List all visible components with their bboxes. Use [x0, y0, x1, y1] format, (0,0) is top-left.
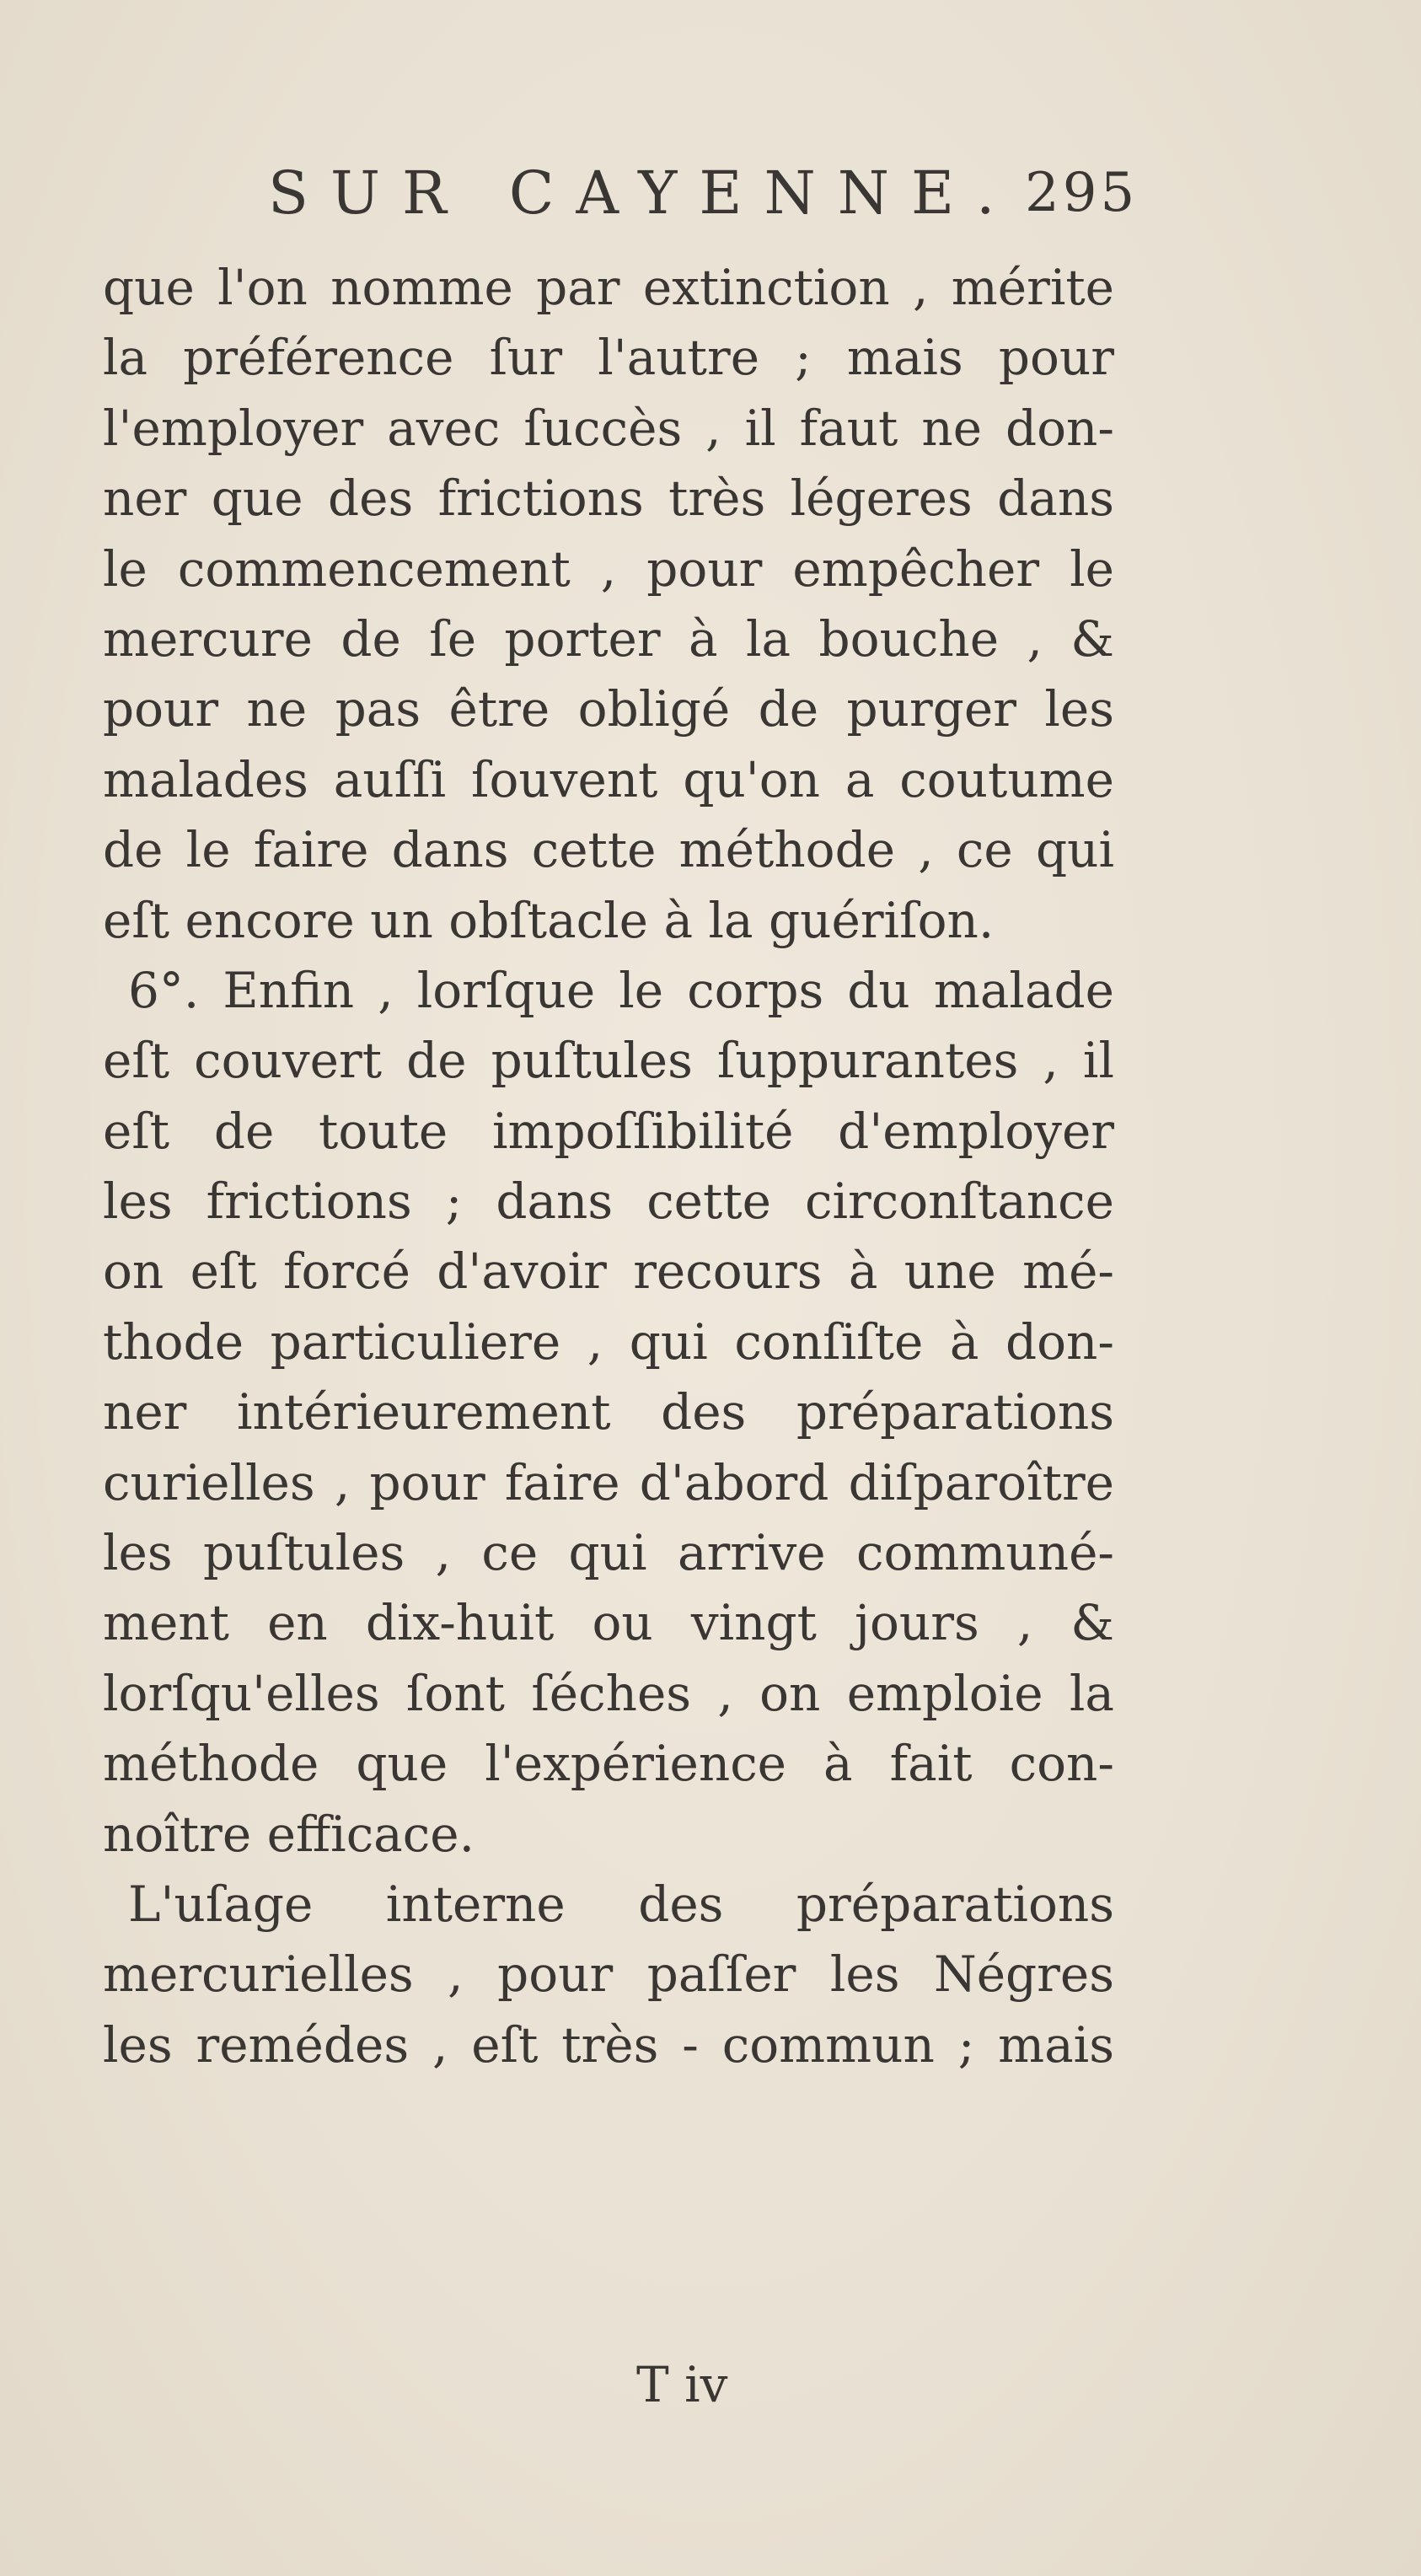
text-line: le commencement , pour empêcher le — [103, 539, 1114, 598]
text-line: les frictions ; dans cette circonſtance — [103, 1173, 1114, 1231]
text-line: lorſqu'elles ſont ſéches , on emploie la — [103, 1664, 1114, 1722]
text-line: mercure de ſe porter à la bouche , & — [103, 609, 1114, 668]
text-line: thode particuliere , qui conſiſte à don- — [103, 1312, 1114, 1371]
text-line: mercurielles , pour paſſer les Négres — [103, 1945, 1114, 2004]
text-line: ment en dix-huit ou vingt jours , & — [103, 1594, 1114, 1652]
text-line: malades auſſi ſouvent qu'on a coutume — [103, 750, 1114, 808]
running-title: SUR CAYENNE. — [268, 158, 1017, 228]
paragraph-first-line: L'uſage interne des préparations — [128, 1875, 1114, 1933]
page-header — [268, 158, 1139, 234]
text-line: curielles , pour faire d'abord diſparoître — [103, 1453, 1114, 1511]
text-line: les remédes , eſt très - commun ; mais — [103, 2015, 1114, 2074]
text-line: que l'on nomme par extinction , mérite — [103, 259, 1114, 316]
text-line: la préférence ſur l'autre ; mais pour — [103, 329, 1114, 387]
body-text — [103, 253, 1114, 2080]
text-line: eſt de toute impoſſibilité d'employer — [103, 1102, 1114, 1160]
text-line: pour ne pas être obligé de purger les — [103, 680, 1114, 738]
text-line: les puſtules , ce qui arrive communé- — [103, 1524, 1114, 1582]
text-line: de le faire dans cette méthode , ce qui — [103, 821, 1114, 879]
text-line: eſt encore un obſtacle à la guériſon. — [103, 891, 995, 949]
signature-mark: T iv — [636, 2356, 728, 2413]
page-number: 295 — [1025, 162, 1139, 224]
text-line: on eſt forcé d'avoir recours à une mé- — [103, 1242, 1114, 1301]
text-line: ner que des frictions très légeres dans — [103, 470, 1114, 528]
paragraph-first-line: 6°. Enfin , lorſque le corps du malade — [128, 961, 1114, 1019]
text-line: l'employer avec ſuccès , il faut ne don- — [103, 399, 1114, 457]
text-line: noître efficace. — [103, 1805, 475, 1863]
text-line: eſt couvert de puſtules ſuppurantes , il — [103, 1032, 1114, 1090]
text-line: ner intérieurement des préparations — [103, 1383, 1114, 1441]
text-line: méthode que l'expérience à fait con- — [103, 1735, 1114, 1793]
